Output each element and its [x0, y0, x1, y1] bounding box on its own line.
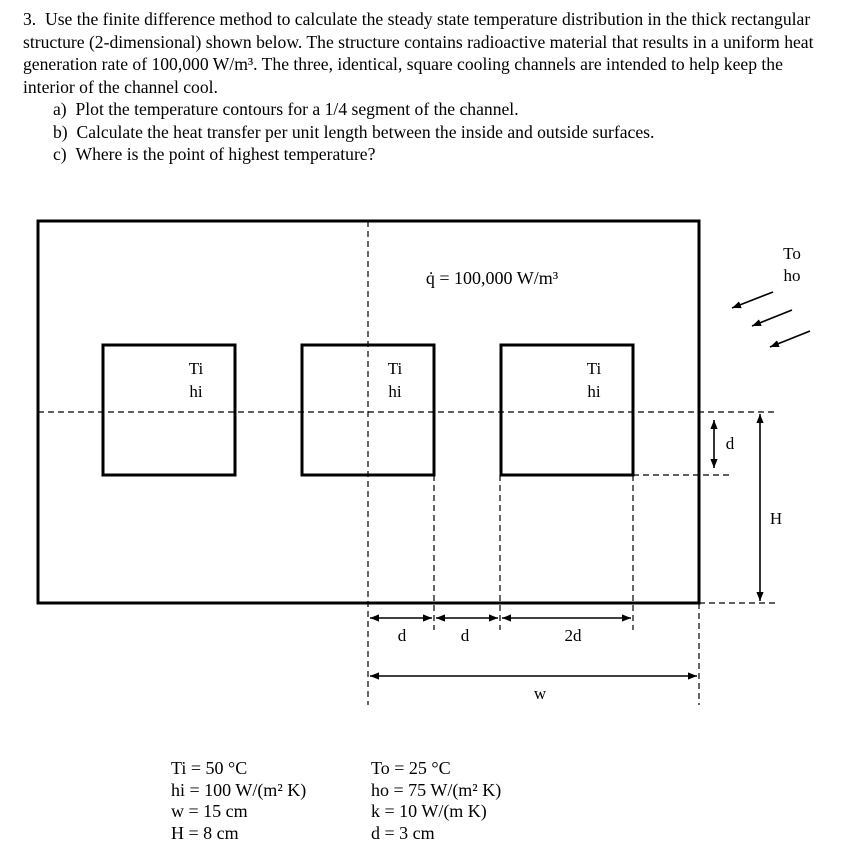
param-w: w = 15 cm: [171, 801, 248, 821]
item-label: c): [53, 144, 67, 164]
convection-arrows: [732, 292, 810, 347]
dim-H-label: H: [769, 509, 783, 528]
dim-2d-label: 2d: [564, 626, 582, 645]
problem-intro-text: Use the finite difference method to calculate the steady state temperature distribution in the thick rectangular structure (2-dimensional) shown below. The structure contains radioactive material that results in a uniform heat generation rate of 100,000 W/m³. The three, identical, square cooling channels are intended to help keep the interior of the channel cool.: [23, 9, 814, 97]
dashed-guides: [38, 221, 775, 705]
heat-generation-label: q̇ = 100,000 W/m³: [425, 268, 559, 288]
param-k: k = 10 W/(m K): [371, 801, 487, 821]
problem-number: 3.: [23, 9, 37, 29]
param-hi: hi = 100 W/(m² K): [171, 779, 307, 800]
dim-d1-label: d: [397, 626, 407, 645]
channel-3-h: hi: [587, 382, 601, 401]
param-Ti: Ti = 50 °C: [171, 758, 248, 778]
channel-1-T: Ti: [188, 359, 204, 378]
convection-arrow-1: [732, 292, 773, 308]
param-To: To = 25 °C: [371, 758, 451, 778]
convection-arrow-2: [752, 310, 792, 326]
item-label: b): [53, 121, 68, 142]
channel-2-T: Ti: [387, 359, 403, 378]
params-right: [371, 758, 501, 844]
dim-w-label: w: [533, 684, 547, 703]
param-d: d = 3 cm: [371, 822, 435, 843]
param-H: H = 8 cm: [171, 822, 239, 843]
outside-T-label: To: [783, 244, 801, 263]
outside-h-label: ho: [783, 266, 801, 285]
channel-1-h: hi: [189, 382, 203, 401]
cooling-channel-1: [103, 345, 235, 475]
dim-d2-label: d: [460, 626, 470, 645]
item-text: Calculate the heat transfer per unit length between the inside and outside surfaces.: [76, 121, 655, 142]
param-ho: ho = 75 W/(m² K): [371, 779, 502, 800]
channel-3-T: Ti: [586, 359, 602, 378]
item-label: a): [53, 99, 67, 119]
item-text: Plot the temperature contours for a 1/4 segment of the channel.: [75, 99, 519, 119]
channel-2-h: hi: [388, 382, 402, 401]
params-left: [171, 758, 306, 844]
dim-d-right-label: d: [725, 434, 735, 453]
item-text: Where is the point of highest temperature?: [75, 144, 376, 164]
cooling-channel-3: [501, 345, 633, 475]
convection-arrow-3: [770, 331, 810, 347]
